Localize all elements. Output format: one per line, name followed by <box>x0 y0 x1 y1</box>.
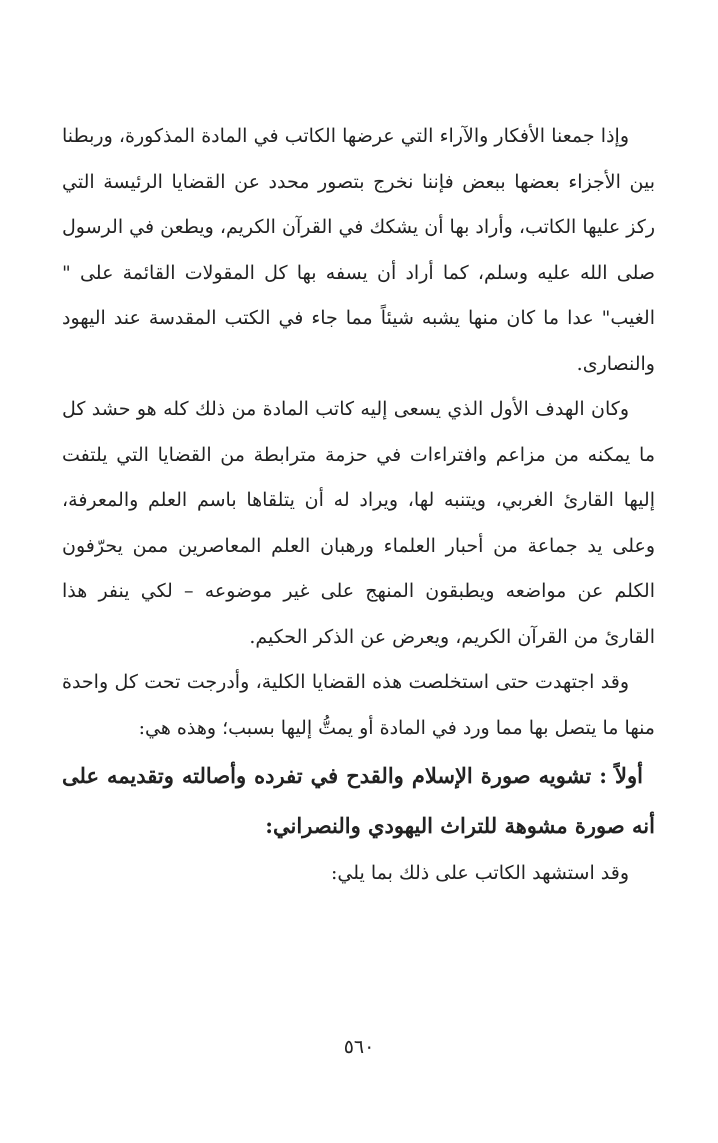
page-number: ٥٦٠ <box>343 1036 375 1058</box>
paragraph-2: وكان الهدف الأول الذي يسعى إليه كاتب المادة من ذلك كله هو حشد كل ما يمكنه من مزاعم وافتراءات في حزمة مترابطة من القضايا التي يلتفت إليها القارئ الغربي، ويتنبه لها، ويراد له أن يتلقاها باسم العلم والمعرفة، وعلى يد جماعة من أحبار العلماء ورهبان العلم المعاصرين ممن يحرّفون الكلم عن مواضعه ويطبقون المنهج على غير موضوعه – لكي ينفر هذا القارئ من القرآن الكريم، ويعرض عن الذكر الحكيم. <box>62 398 655 648</box>
paragraph-3: وقد اجتهدت حتى استخلصت هذه القضايا الكلية، وأدرجت تحت كل واحدة منها ما يتصل بها مما ورد في المادة أو يمتُّ إليها بسبب؛ وهذه هي: <box>62 671 655 739</box>
page-body <box>62 114 655 897</box>
paragraph-1: وإذا جمعنا الأفكار والآراء التي عرضها الكاتب في المادة المذكورة، وربطنا بين الأجزاء بعضها ببعض فإننا نخرج بتصور محدد عن القضايا الرئيسة التي ركز عليها الكاتب، وأراد بها أن يشكك في القرآن الكريم، ويطعن في الرسول صلى الله عليه وسلم، كما أراد أن يسفه بها كل المقولات القائمة على " الغيب" عدا ما كان منها يشبه شيئاً مما جاء في الكتب المقدسة عند اليهود والنصارى. <box>62 125 655 375</box>
closing-paragraph: وقد استشهد الكاتب على ذلك بما يلي: <box>331 862 629 884</box>
section-heading: أولاً : تشويه صورة الإسلام والقدح في تفرده وأصالته وتقديمه على أنه صورة مشوهة للتراث اليهودي والنصراني: <box>62 763 655 838</box>
